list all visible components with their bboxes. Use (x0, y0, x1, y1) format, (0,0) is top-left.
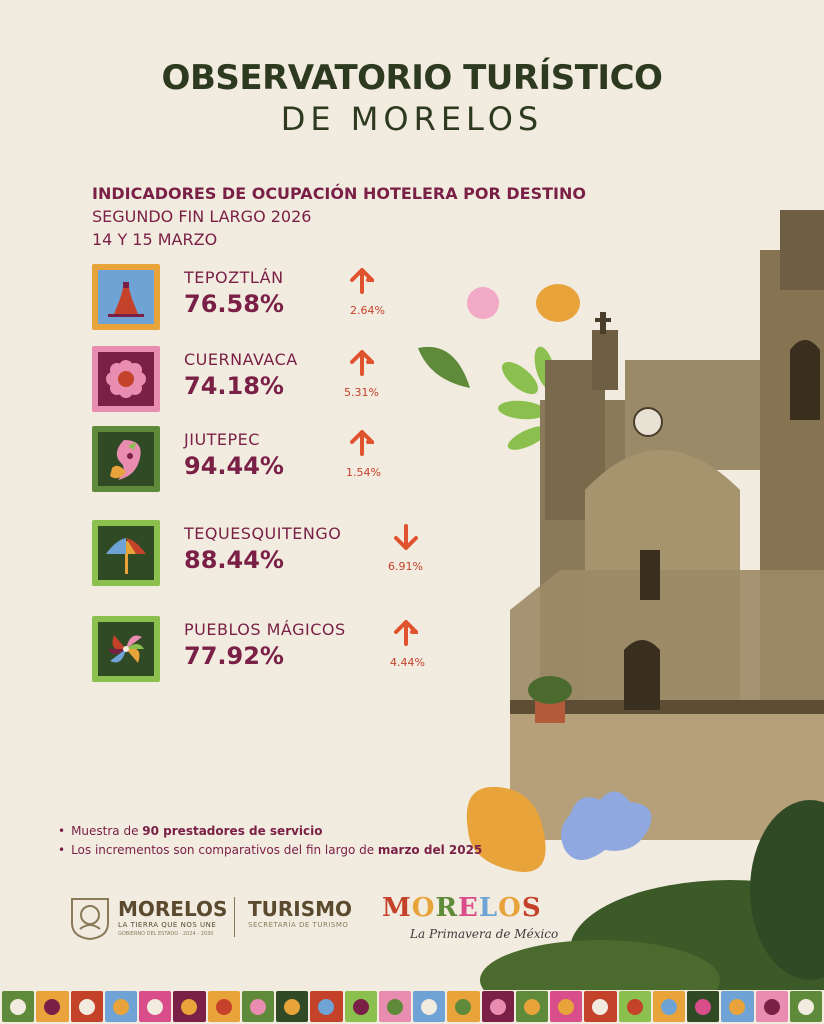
government-logo (68, 893, 358, 943)
strip-tile (276, 991, 308, 1022)
destination-name: PUEBLOS MÁGICOS (184, 620, 346, 639)
strip-tile (242, 991, 274, 1022)
brand-wordmark (382, 893, 542, 923)
strip-tile (619, 991, 651, 1022)
strip-tile (36, 991, 68, 1022)
strip-tile (790, 991, 822, 1022)
government-name: MORELOS (118, 897, 228, 921)
arrow-up-icon (350, 268, 374, 294)
change-percentage: 2.64% (350, 304, 385, 317)
occupancy-value: 88.44% (184, 546, 284, 574)
strip-tile (105, 991, 137, 1022)
report-dates: 14 Y 15 MARZO (92, 230, 218, 249)
strip-glyph-icon (455, 999, 471, 1015)
destination-row (92, 616, 492, 686)
destination-icon-frame (92, 264, 160, 330)
strip-tile (71, 991, 103, 1022)
strip-tile (345, 991, 377, 1022)
strip-glyph-icon (216, 999, 232, 1015)
strip-tile (173, 991, 205, 1022)
strip-glyph-icon (284, 999, 300, 1015)
occupancy-value: 94.44% (184, 452, 284, 480)
umbrella-icon (98, 526, 154, 580)
destination-row (92, 426, 492, 496)
brand-logo (382, 893, 562, 949)
strip-tile (310, 991, 342, 1022)
arrow-down-icon (394, 524, 418, 550)
arrow-up-icon (350, 430, 374, 456)
destination-name: TEQUESQUITENGO (184, 524, 342, 543)
note-sample: • Muestra de 90 prestadores de servicio (58, 824, 482, 838)
report-heading: INDICADORES DE OCUPACIÓN HOTELERA POR DESTINO (92, 184, 586, 203)
strip-glyph-icon (387, 999, 403, 1015)
destination-name: TEPOZTLÁN (184, 268, 284, 287)
strip-glyph-icon (250, 999, 266, 1015)
strip-glyph-icon (764, 999, 780, 1015)
strip-glyph-icon (558, 999, 574, 1015)
government-tagline: LA TIERRA QUE NOS UNE (118, 921, 217, 929)
destination-name: JIUTEPEC (184, 430, 260, 449)
page-title-second-line: DE MORELOS (280, 100, 544, 138)
strip-glyph-icon (79, 999, 95, 1015)
strip-glyph-icon (353, 999, 369, 1015)
secretaria-label: SECRETARÍA DE TURISMO (248, 921, 349, 929)
yellow-dot-decoration (536, 284, 580, 322)
sacred-heart-icon (98, 432, 154, 486)
arrow-up-icon (350, 350, 374, 376)
turismo-label: TURISMO (248, 897, 353, 921)
destination-name: CUERNAVACA (184, 350, 298, 369)
strip-glyph-icon (181, 999, 197, 1015)
strip-glyph-icon (798, 999, 814, 1015)
occupancy-value: 76.58% (184, 290, 284, 318)
pinwheel-icon (98, 622, 154, 676)
report-period: SEGUNDO FIN LARGO 2026 (92, 207, 312, 226)
strip-glyph-icon (695, 999, 711, 1015)
strip-glyph-icon (10, 999, 26, 1015)
brand-letter: M (382, 893, 412, 923)
brand-letter: S (521, 893, 542, 923)
destination-icon-frame (92, 520, 160, 586)
note-comparison: • Los incrementos son comparativos del fin largo de marzo del 2025 (58, 843, 482, 857)
brand-letter: L (478, 893, 499, 923)
strip-glyph-icon (44, 999, 60, 1015)
strip-tile (139, 991, 171, 1022)
brand-letter: E (458, 893, 479, 923)
change-percentage: 1.54% (346, 466, 381, 479)
strip-tile (516, 991, 548, 1022)
government-small-text: GOBIERNO DEL ESTADO · 2024 - 2030 (118, 931, 214, 937)
change-percentage: 5.31% (344, 386, 379, 399)
strip-tile (756, 991, 788, 1022)
notes-list (58, 824, 482, 862)
arrow-up-icon (394, 620, 418, 646)
strip-tile (482, 991, 514, 1022)
pyramid-icon (98, 270, 154, 324)
destination-icon-frame (92, 346, 160, 412)
strip-glyph-icon (524, 999, 540, 1015)
brand-slogan: La Primavera de México (410, 927, 559, 941)
brand-letter: O (498, 893, 522, 923)
destination-row (92, 520, 492, 590)
strip-glyph-icon (627, 999, 643, 1015)
strip-tile (584, 991, 616, 1022)
strip-tile (687, 991, 719, 1022)
destination-icon-frame (92, 616, 160, 682)
page-title: OBSERVATORIO TURÍSTICO (161, 58, 663, 98)
brand-letter: R (435, 893, 459, 923)
change-percentage: 4.44% (390, 656, 425, 669)
state-seal-icon (68, 893, 112, 941)
strip-tile (379, 991, 411, 1022)
logo-divider (234, 897, 235, 937)
destination-row (92, 264, 492, 334)
strip-glyph-icon (729, 999, 745, 1015)
strip-glyph-icon (113, 999, 129, 1015)
strip-tile (413, 991, 445, 1022)
occupancy-value: 74.18% (184, 372, 284, 400)
strip-glyph-icon (661, 999, 677, 1015)
strip-tile (721, 991, 753, 1022)
strip-tile (208, 991, 240, 1022)
strip-glyph-icon (318, 999, 334, 1015)
strip-glyph-icon (147, 999, 163, 1015)
strip-glyph-icon (490, 999, 506, 1015)
strip-tile (550, 991, 582, 1022)
occupancy-value: 77.92% (184, 642, 284, 670)
change-percentage: 6.91% (388, 560, 423, 573)
destination-icon-frame (92, 426, 160, 492)
strip-glyph-icon (421, 999, 437, 1015)
strip-glyph-icon (592, 999, 608, 1015)
flower-icon (98, 352, 154, 406)
destination-row (92, 346, 492, 416)
strip-tile (447, 991, 479, 1022)
decorative-icon-strip (0, 990, 824, 1024)
strip-tile (2, 991, 34, 1022)
brand-letter: O (411, 893, 436, 923)
strip-tile (653, 991, 685, 1022)
